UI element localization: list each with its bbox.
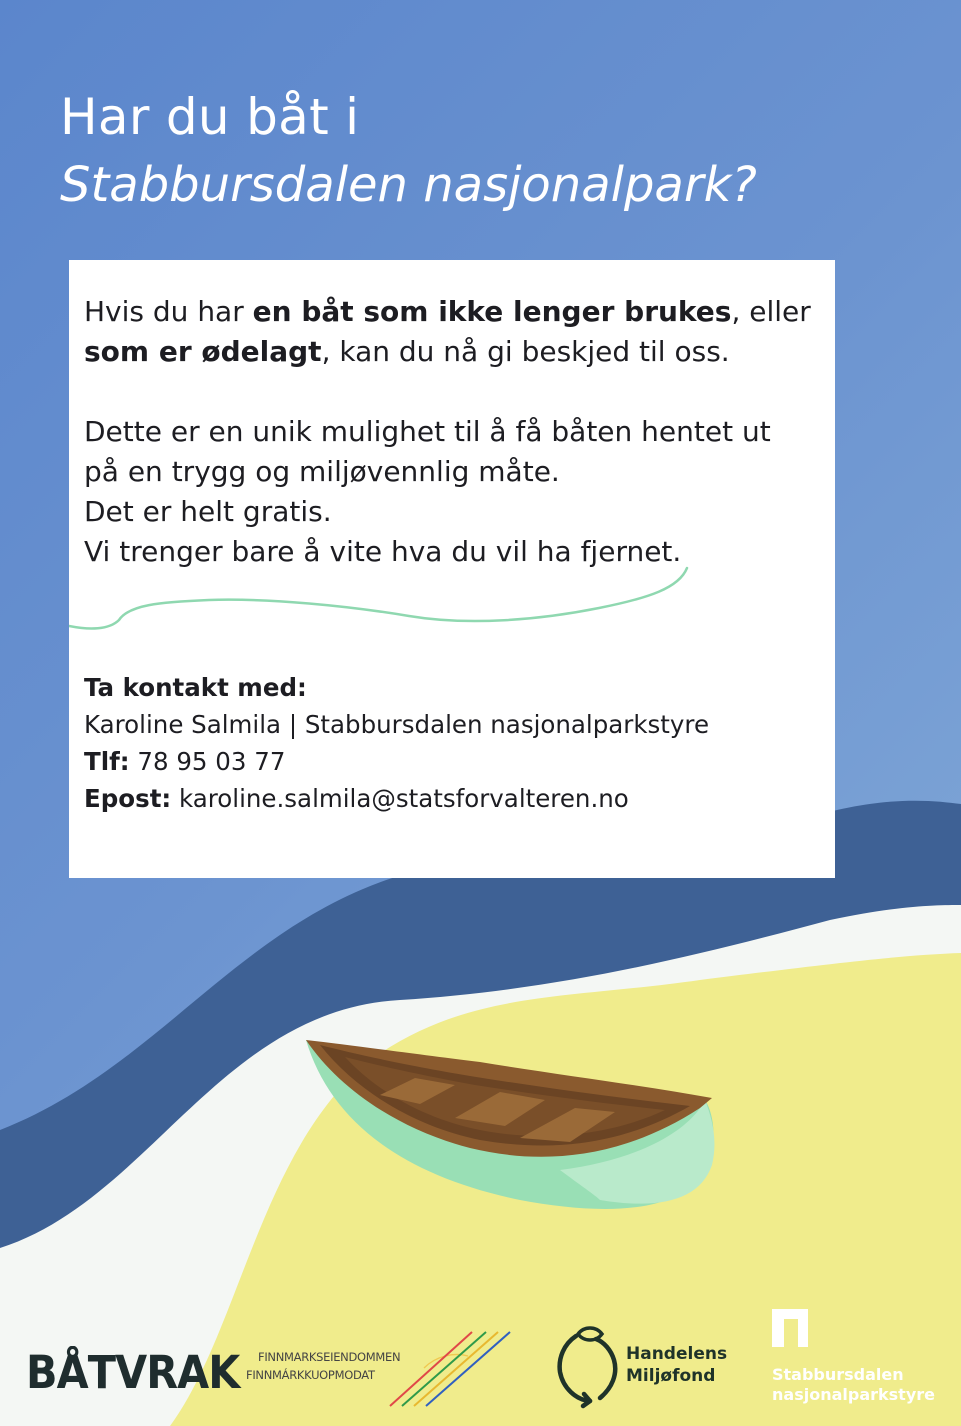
contact-heading: Ta kontakt med:: [84, 673, 307, 702]
intro-bold-b: som er ødelagt: [84, 335, 322, 368]
intro-text-c: , kan du nå gi beskjed til oss.: [321, 335, 730, 368]
handelens-miljofond-logo: [556, 1322, 756, 1410]
title-line1: Har du båt i: [60, 88, 360, 146]
stabbursdalen-logo: [770, 1307, 960, 1417]
stabbursdalen-logo-icon: [770, 1307, 810, 1351]
email-address[interactable]: karoline.salmila@statsforvalteren.no: [171, 784, 629, 813]
fefo-stripes-icon: [376, 1328, 526, 1408]
title-line2: Stabbursdalen nasjonalpark?: [60, 157, 757, 213]
details-paragraph: [84, 412, 771, 572]
handelens-name-line1: Handelens: [626, 1344, 728, 1364]
stabbursdalen-name-line1: Stabbursdalen: [772, 1365, 904, 1384]
stabbursdalen-name-line2: nasjonalparkstyre: [772, 1385, 935, 1404]
contact-phone: [84, 743, 285, 780]
email-label: Epost:: [84, 784, 172, 813]
decorative-wave-line: [69, 560, 835, 640]
phone-number[interactable]: 78 95 03 77: [129, 747, 286, 776]
details-line3: Det er helt gratis.: [84, 495, 332, 528]
intro-paragraph: [84, 292, 811, 372]
fefo-name-line1: FINNMARKSEIENDOMMEN: [258, 1350, 401, 1364]
details-line1: Dette er en unik mulighet til å få båten hentet ut: [84, 415, 771, 448]
info-card: [69, 260, 835, 878]
handelens-name-line2: Miljøfond: [626, 1366, 716, 1386]
intro-text-b: , eller: [731, 295, 811, 328]
batvrak-logo: BÅTVRAK: [26, 1346, 240, 1399]
finnmarkseiendommen-logo: [246, 1328, 526, 1408]
intro-text-a: Hvis du har: [84, 295, 253, 328]
contact-email: [84, 780, 629, 817]
handelens-miljofond-icon: [556, 1322, 620, 1410]
fefo-name-line2: FINNMÁRKKUOPMODAT: [246, 1368, 375, 1382]
contact-name: Karoline Salmila | Stabbursdalen nasjonalparkstyre: [84, 710, 710, 739]
phone-label: Tlf:: [84, 747, 130, 776]
details-line4: Vi trenger bare å vite hva du vil ha fjernet.: [84, 535, 682, 568]
details-line2: på en trygg og miljøvennlig måte.: [84, 455, 560, 488]
intro-bold-a: en båt som ikke lenger brukes: [252, 295, 732, 328]
